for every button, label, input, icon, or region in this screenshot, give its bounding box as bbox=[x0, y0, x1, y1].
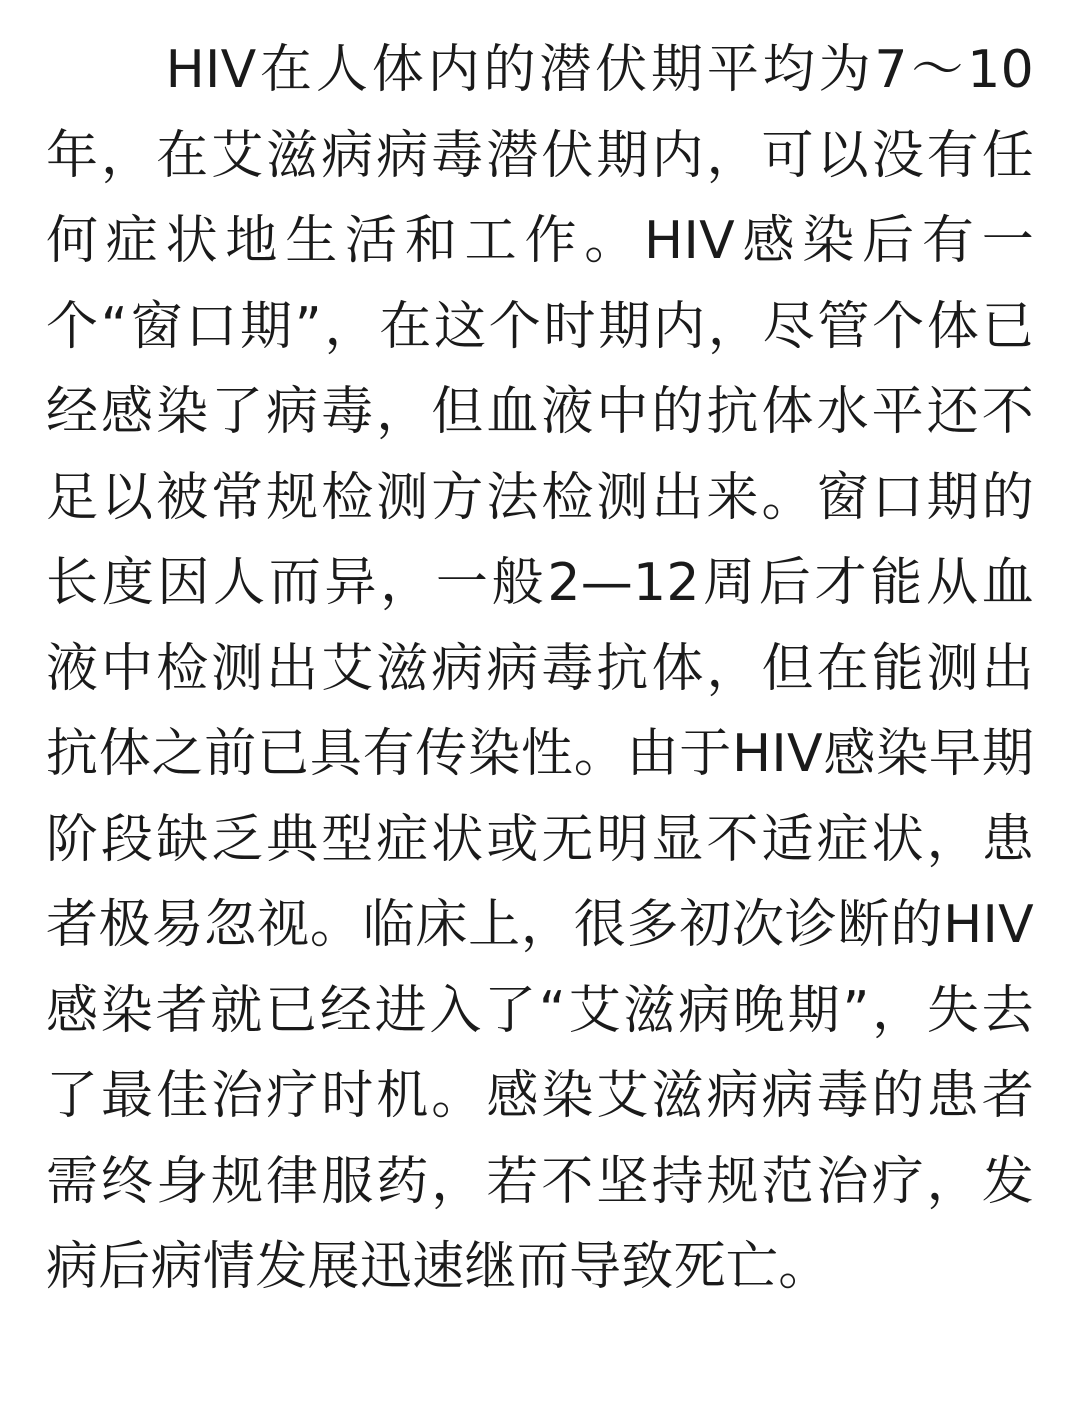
article-paragraph: HIV在人体内的潜伏期平均为7～10年，在艾滋病病毒潜伏期内，可以没有任何症状地生活和工作。HIV感染后有一个“窗口期”，在这个时期内，尽管个体已经感染了病毒，但血液中的抗体水平还不足以被常规检测方法检测出来。窗口期的长度因人而异，一般2—12周后才能从血液中检测出艾滋病病毒抗体，但在能测出抗体之前已具有传染性。由于HIV感染早期阶段缺乏典型症状或无明显不适症状，患者极易忽视。临床上，很多初次诊断的HIV感染者就已经进入了“艾滋病晚期”，失去了最佳治疗时机。感染艾滋病病毒的患者需终身规律服药，若不坚持规范治疗，发病后病情发展迅速继而导致死亡。 bbox=[46, 40, 1034, 1297]
